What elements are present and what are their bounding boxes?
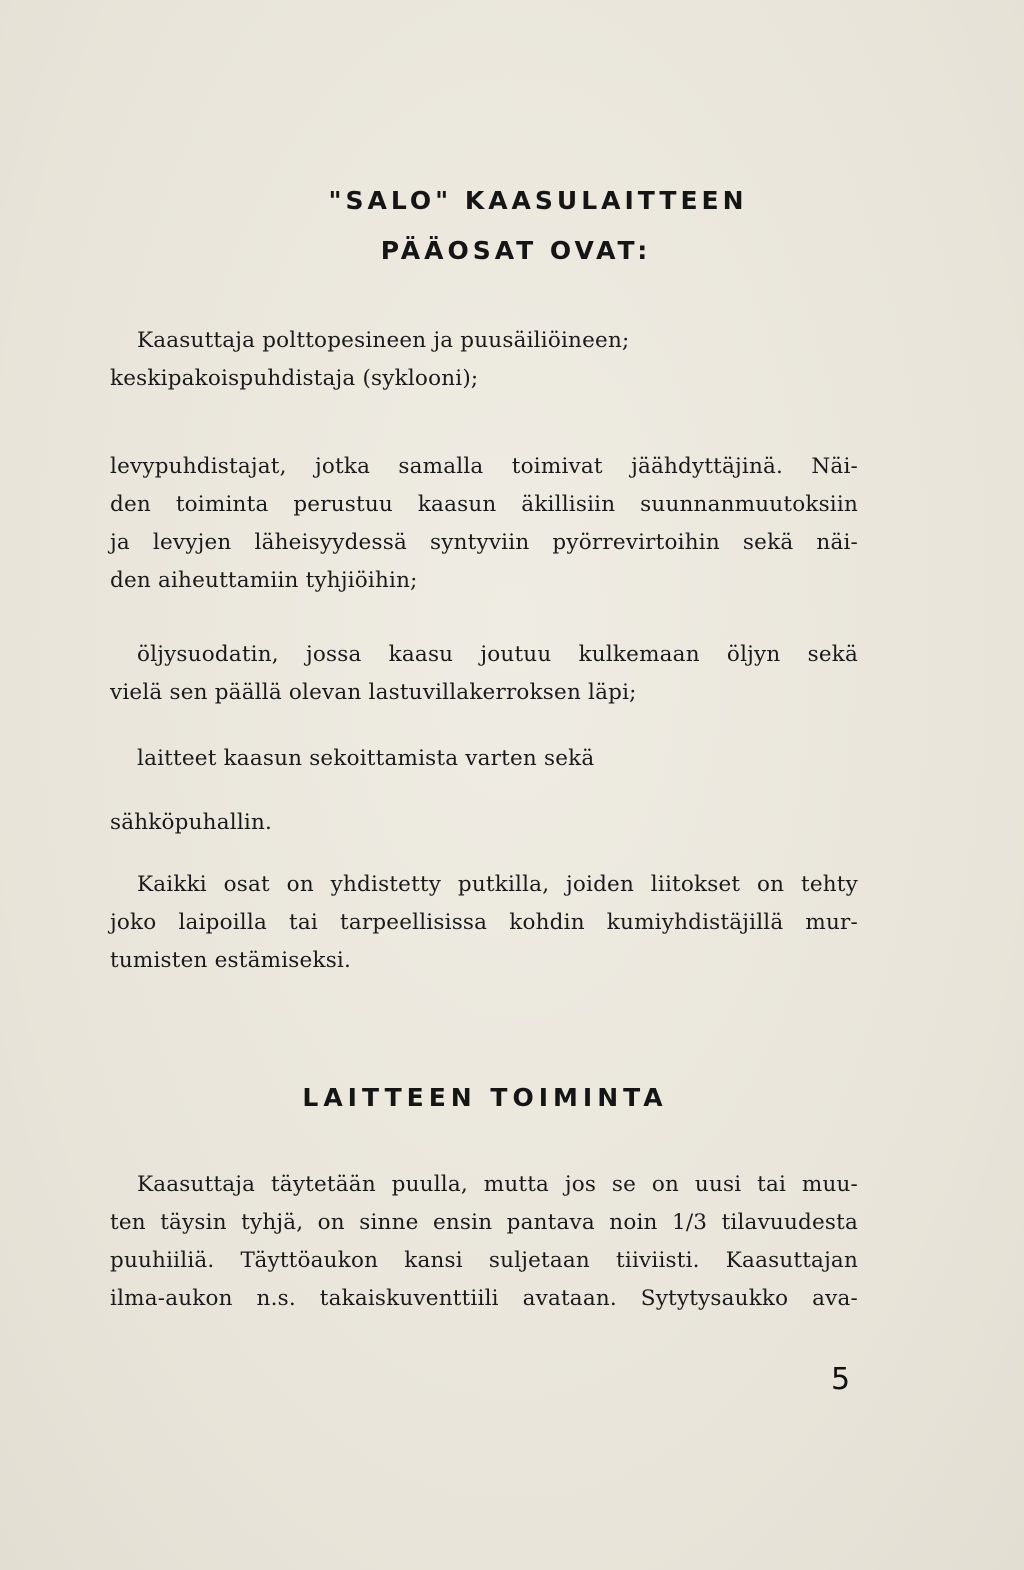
text-line: puuhiiliä. Täyttöaukon kansi suljetaan tiiviisti. Kaasuttajan <box>110 1248 858 1273</box>
text-line: tumisten estämiseksi. <box>110 948 352 973</box>
text-line: vielä sen päällä olevan lastuvillakerroksen läpi; <box>110 680 637 705</box>
part-levypuhdistajat <box>110 448 858 600</box>
text-line: sähköpuhallin. <box>110 810 273 835</box>
page-number: 5 <box>831 1362 851 1397</box>
text-line: ten täysin tyhjä, on sinne ensin pantava noin 1/3 tilavuudesta <box>110 1210 858 1235</box>
text-line: öljysuodatin, jossa kaasu joutuu kulkemaan öljyn sekä <box>137 642 858 667</box>
text-line: Kaikki osat on yhdistetty putkilla, joiden liitokset on tehty <box>137 872 858 897</box>
text-line: den aiheuttamiin tyhjiöihin; <box>110 568 418 593</box>
text-line: keskipakoispuhdistaja (syklooni); <box>110 366 479 391</box>
part-laitteet <box>110 740 858 842</box>
part-kaasuttaja <box>110 322 858 398</box>
text-line: Kaasuttaja polttopesineen ja puusäiliöineen; <box>137 328 630 353</box>
section2-paragraph <box>110 1166 858 1318</box>
title-line-1: "SALO" KAASULAITTEEN <box>328 186 748 215</box>
text-line: ilma-aukon n.s. takaiskuventtiili avataan. Sytytysaukko ava- <box>110 1286 858 1311</box>
text-line: den toiminta perustuu kaasun äkillisiin suunnanmuutoksiin <box>110 492 858 517</box>
title-line-2: PÄÄOSAT OVAT: <box>380 236 652 265</box>
text-line: levypuhdistajat, jotka samalla toimivat jäähdyttäjinä. Näi- <box>110 454 858 479</box>
text-line: laitteet kaasun sekoittamista varten sekä <box>137 746 595 771</box>
text-line: ja levyjen läheisyydessä syntyviin pyörrevirtoihin sekä näi- <box>110 530 858 555</box>
part-oljysuodatin <box>110 636 858 712</box>
text-line: joko laipoilla tai tarpeellisissa kohdin kumiyhdistäjillä mur- <box>110 910 858 935</box>
part-kaikki-osat <box>110 866 858 980</box>
text-line: Kaasuttaja täytetään puulla, mutta jos se on uusi tai muu- <box>137 1172 858 1197</box>
section-heading: LAITTEEN TOIMINTA <box>302 1083 668 1112</box>
